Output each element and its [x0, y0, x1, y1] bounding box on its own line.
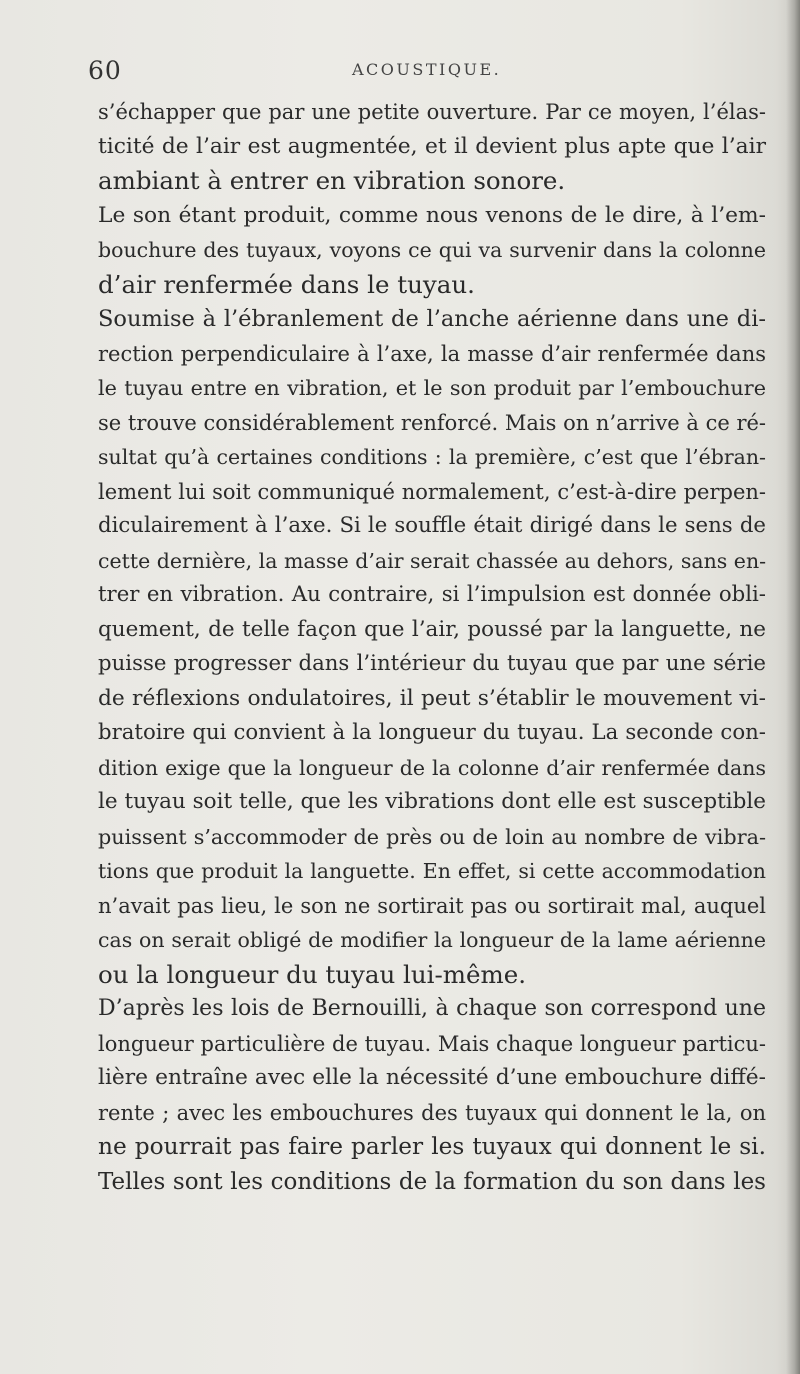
text-line: trer en vibration. Au contraire, si l’impulsion est donnée obli- [98, 582, 766, 607]
text-line: longueur particulière de tuyau. Mais chaque longueur particu- [98, 1031, 766, 1056]
text-line: dition exige que la longueur de la colonne d’air renfermée dans [98, 755, 766, 780]
text-line: s’échapper que par une petite ouverture. Par ce moyen, l’élas- [98, 100, 766, 124]
text-line: Telles sont les conditions de la formation du son dans les [98, 1168, 766, 1195]
text-line: bouchure des tuyaux, voyons ce qui va survenir dans la colonne [98, 238, 766, 262]
text-line: ne pourrait pas faire parler les tuyaux qui donnent le si. [98, 1133, 766, 1160]
text-line: n’avait pas lieu, le son ne sortirait pas ou sortirait mal, auquel [98, 893, 766, 918]
running-title: ACOUSTIQUE. [352, 60, 502, 79]
text-line: tions que produit la languette. En effet, si cette accommodation [98, 859, 766, 883]
text-line: rection perpendiculaire à l’axe, la masse d’air renfermée dans [98, 341, 766, 366]
page-edge-shadow [786, 0, 800, 1374]
text-line: de réflexions ondulatoires, il peut s’établir le mouvement vi- [98, 685, 766, 711]
text-line: cas on serait obligé de modifier la longueur de la lame aérienne [98, 928, 766, 952]
text-line: D’après les lois de Bernouilli, à chaque son correspond une [98, 996, 766, 1021]
text-line: le tuyau entre en vibration, et le son produit par l’embouchure [98, 376, 766, 400]
text-line: cette dernière, la masse d’air serait chassée au dehors, sans en- [98, 548, 767, 573]
text-line: bratoire qui convient à la longueur du tuyau. La seconde con- [98, 720, 766, 745]
page-number: 60 [88, 56, 122, 85]
text-line: ou la longueur du tuyau lui-même. [98, 959, 527, 989]
text-line: puisse progresser dans l’intérieur du tuyau que par une série [98, 651, 766, 676]
text-line: le tuyau soit telle, que les vibrations dont elle est susceptible [98, 789, 766, 814]
text-line: d’air renfermée dans le tuyau. [98, 269, 475, 299]
text-line: ticité de l’air est augmentée, et il devient plus apte que l’air [98, 133, 766, 159]
text-line: rente ; avec les embouchures des tuyaux qui donnent le la, on [98, 1100, 766, 1125]
text-line: Le son étant produit, comme nous venons de le dire, à l’em- [98, 202, 766, 228]
text-line: puissent s’accommoder de près ou de loin au nombre de vibra- [98, 824, 766, 849]
text-line: Soumise à l’ébranlement de l’anche aérienne dans une di- [98, 306, 766, 332]
running-header [0, 44, 800, 84]
text-line: diculairement à l’axe. Si le souffle était dirigé dans le sens de [98, 513, 766, 538]
text-line: quement, de telle façon que l’air, poussé par la languette, ne [98, 616, 766, 642]
text-line: lement lui soit communiqué normalement, c’est-à-dire perpen- [98, 479, 766, 504]
text-line: se trouve considérablement renforcé. Mais on n’arrive à ce ré- [98, 410, 767, 435]
text-line: lière entraîne avec elle la nécessité d’une embouchure diffé- [98, 1065, 766, 1090]
text-line: sultat qu’à certaines conditions : la première, c’est que l’ébran- [98, 445, 766, 469]
text-line: ambiant à entrer en vibration sonore. [98, 166, 566, 195]
body-text [98, 95, 766, 1199]
